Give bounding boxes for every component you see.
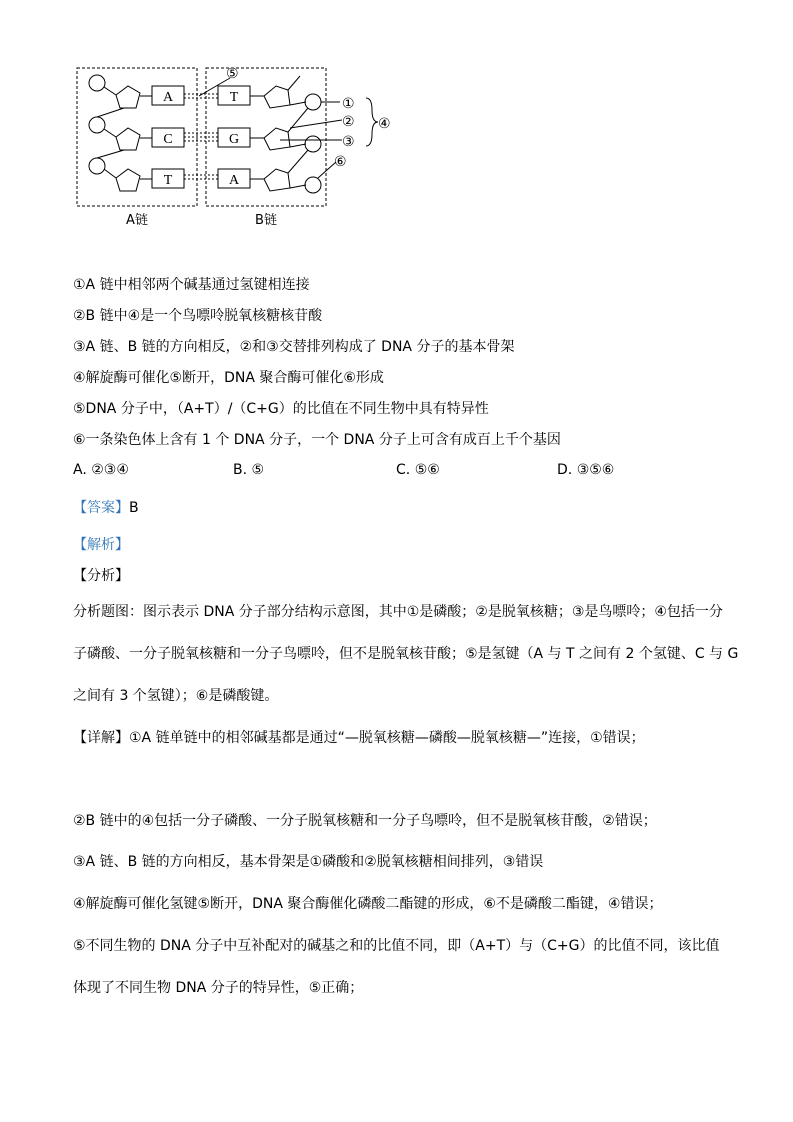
detail-line-2: ③A 链、B 链的方向相反，基本骨架是①磷酸和②脱氧核糖相间排列，③错误 <box>73 854 544 870</box>
statement-4: ④解旋酶可催化⑤断开，DNA 聚合酶可催化⑥形成 <box>73 370 384 386</box>
label-strand-b: B链 <box>255 213 277 228</box>
statement-1: ①A 链中相邻两个碱基通过氢键相连接 <box>73 277 310 293</box>
fenxi-label: 【分析】 <box>73 568 129 584</box>
statement-6: ⑥一条染色体上含有 1 个 DNA 分子，一个 DNA 分子上可含有成百上千个基因 <box>73 432 561 448</box>
detail-line-5: 体现了不同生物 DNA 分子的特异性，⑤正确； <box>73 980 364 996</box>
detail-line-1: ②B 链中的④包括一分子磷酸、一分子脱氧核糖和一分子鸟嘌呤，但不是脱氧核苷酸，②错误； <box>73 813 657 829</box>
fenxi-line-2: 子磷酸、一分子脱氧核糖和一分子鸟嘌呤，但不是脱氧核苷酸；⑤是氢键（A 与 T 之间有 2 个氢键、C 与 G <box>73 646 739 662</box>
base-a-1: A <box>162 90 174 105</box>
fenxi-line-3: 之间有 3 个氢键）；⑥是磷酸键。 <box>73 688 279 704</box>
detail-label: 【详解】 <box>73 730 129 746</box>
option-d: D. ③⑤⑥ <box>557 462 615 478</box>
option-a: A. ②③④ <box>73 462 129 478</box>
strand-b-box <box>206 68 326 206</box>
detail-first-line <box>73 728 645 748</box>
answer-label: 【答案】 <box>73 500 129 516</box>
marker-4: ④ <box>378 116 391 132</box>
answer-value: B <box>129 500 139 516</box>
marker-6: ⑥ <box>334 154 347 170</box>
dna-structure-diagram <box>60 58 400 238</box>
hydrogen-bonds <box>184 94 218 179</box>
option-c: C. ⑤⑥ <box>396 462 440 478</box>
marker-5: ⑤ <box>226 66 239 82</box>
answer-options <box>73 462 713 482</box>
base-b-3: A <box>228 173 240 188</box>
detail-line-4: ⑤不同生物的 DNA 分子中互补配对的碱基之和的比值不同，即（A+T）与（C+G）的比值不同，该比值 <box>73 938 720 954</box>
base-b-1: T <box>229 90 239 105</box>
base-b-2: G <box>228 132 240 147</box>
statement-2: ②B 链中④是一个鸟嘌呤脱氧核糖核苷酸 <box>73 308 323 324</box>
statement-3: ③A 链、B 链的方向相反，②和③交替排列构成了 DNA 分子的基本骨架 <box>73 339 515 355</box>
option-b: B. ⑤ <box>233 462 265 478</box>
detail-line-3: ④解旋酶可催化氢键⑤断开，DNA 聚合酶催化磷酸二酯键的形成，⑥不是磷酸二酯键，④错误； <box>73 896 663 912</box>
label-strand-a: A链 <box>126 213 148 228</box>
marker-2: ② <box>342 114 355 130</box>
marker-3: ③ <box>342 134 355 150</box>
base-a-2: C <box>163 132 173 147</box>
strand-a-box <box>77 68 197 206</box>
answer-line <box>73 498 139 518</box>
fenxi-line-1: 分析题图：图示表示 DNA 分子部分结构示意图，其中①是磷酸；②是脱氧核糖；③是鸟嘌呤；④包括一分 <box>73 604 723 620</box>
statement-5: ⑤DNA 分子中，（A+T）/（C+G）的比值在不同生物中具有特异性 <box>73 401 489 417</box>
detail-first-text: ①A 链单链中的相邻碱基都是通过“—脱氧核糖—磷酸—脱氧核糖—”连接，①错误； <box>129 730 645 746</box>
base-a-3: T <box>163 173 173 188</box>
analysis-label: 【解析】 <box>73 537 129 553</box>
marker-1: ① <box>342 96 355 112</box>
